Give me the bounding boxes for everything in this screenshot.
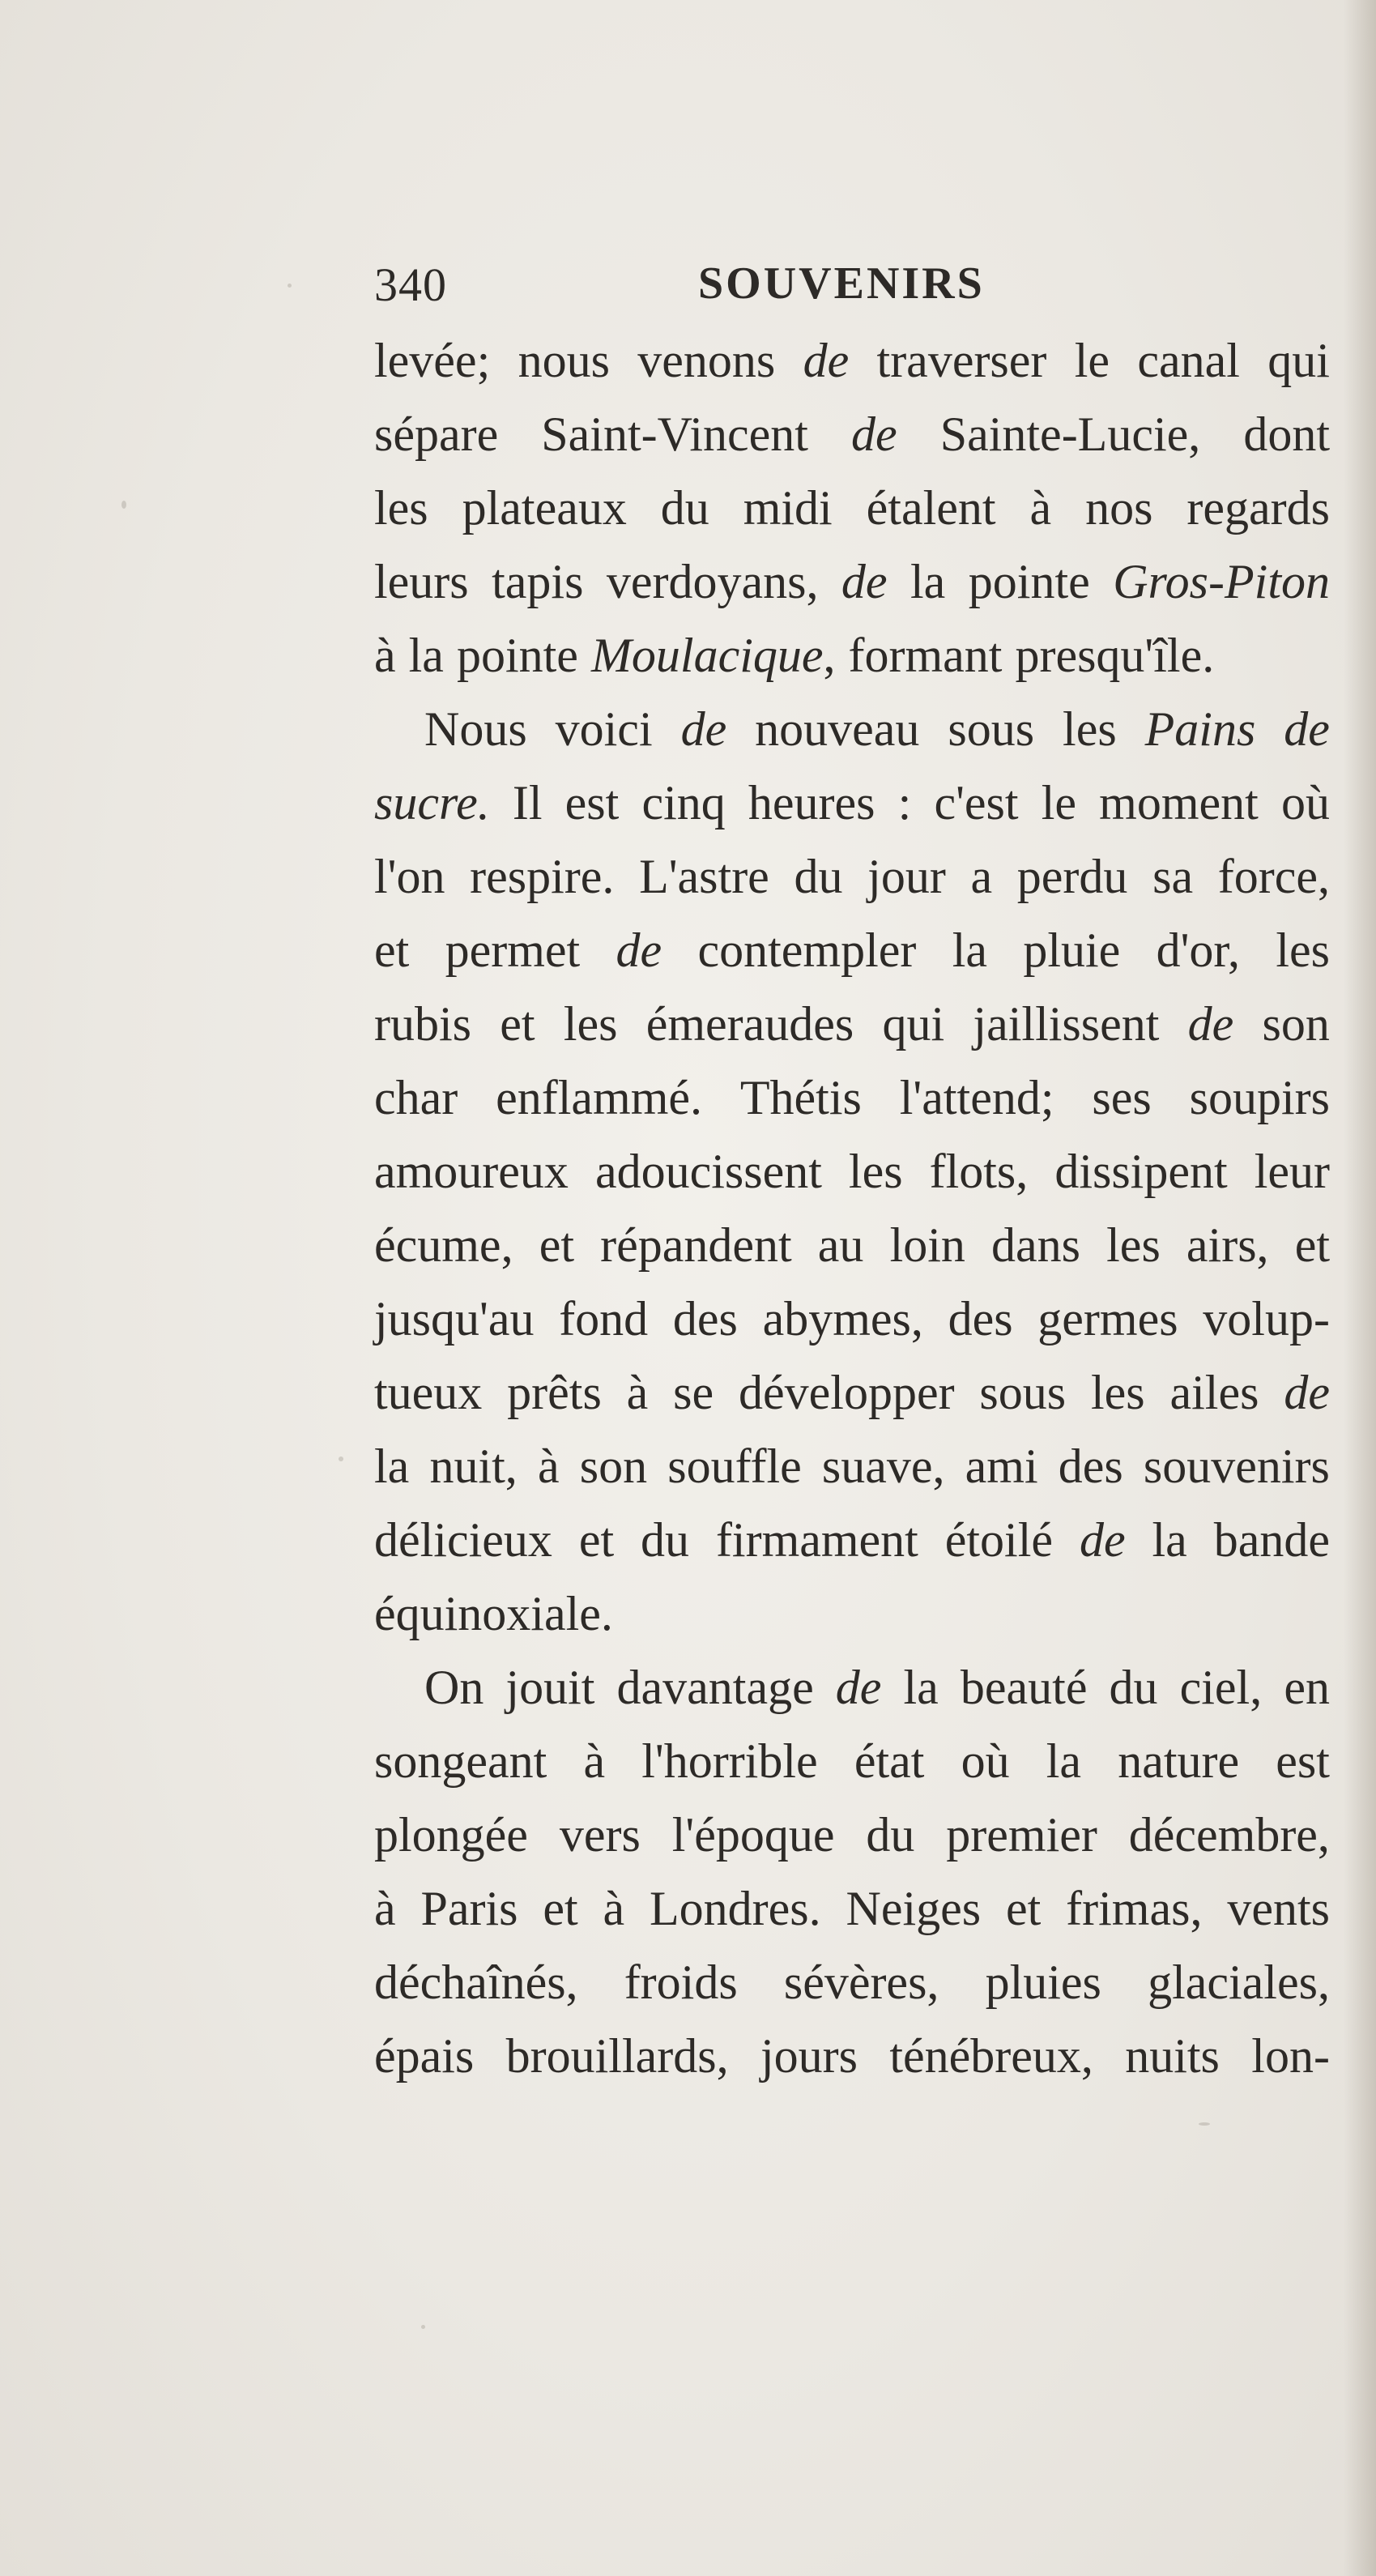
word: les [563, 997, 618, 1051]
word: du [794, 850, 843, 903]
word: émeraudes [645, 997, 854, 1051]
word: et [578, 1513, 615, 1567]
word: répandent [600, 1218, 792, 1272]
text-line [374, 840, 1330, 914]
word: son [579, 1439, 648, 1493]
text-line [374, 1209, 1330, 1282]
word: dans [991, 1218, 1081, 1272]
word: volup- [1203, 1292, 1330, 1346]
word: Gros-Piton [1113, 555, 1330, 608]
word: à [603, 1882, 625, 1935]
word: rubis [374, 997, 471, 1051]
word: étalent [866, 481, 996, 535]
word: sévères, [783, 1955, 939, 2009]
word: soupirs [1189, 1071, 1330, 1124]
word: est [564, 776, 620, 830]
word: nouveau [755, 702, 920, 756]
word: vers [559, 1808, 641, 1862]
word: de [851, 407, 897, 461]
word: prêts [507, 1366, 602, 1419]
word: suave, [821, 1439, 945, 1493]
text-line [374, 1946, 1330, 2019]
word: des [672, 1292, 738, 1346]
word: Thétis [739, 1071, 862, 1124]
word: On [424, 1661, 484, 1714]
word: de [1284, 702, 1330, 756]
word: de [1284, 1366, 1330, 1419]
word: de [1187, 997, 1234, 1051]
word: la [408, 629, 444, 682]
word: à [374, 629, 396, 682]
word: contempler [697, 923, 917, 977]
word: la [1152, 1513, 1187, 1567]
word: jaillissent [973, 997, 1160, 1051]
text-line [374, 693, 1330, 766]
word: décembre, [1128, 1808, 1330, 1862]
word: les [1106, 1218, 1161, 1272]
word: Pains [1144, 702, 1256, 756]
word: en [1284, 1661, 1330, 1714]
word: les [1063, 702, 1117, 756]
word: sépare [374, 407, 499, 461]
word: ailes [1169, 1366, 1259, 1419]
word: étoilé [944, 1513, 1054, 1567]
word: l'attend; [899, 1071, 1054, 1124]
word: adoucissent [594, 1145, 822, 1198]
word: de [841, 555, 888, 608]
body-text [374, 324, 1330, 2093]
word: où [961, 1734, 1010, 1788]
word: et [539, 1218, 574, 1272]
word: verdoyans, [606, 555, 819, 608]
word: leur [1254, 1145, 1330, 1198]
word: qui [1267, 334, 1330, 387]
word: tapis [492, 555, 584, 608]
word: ciel, [1179, 1661, 1263, 1714]
word: regards [1186, 481, 1330, 535]
word: les [848, 1145, 903, 1198]
word: sous [979, 1366, 1067, 1419]
paper-speck [1199, 2122, 1210, 2126]
word: pluies [985, 1955, 1101, 2009]
word: est [1276, 1734, 1330, 1788]
word: venons [637, 334, 776, 387]
word: la [1046, 1734, 1082, 1788]
word: équinoxiale. [374, 1587, 613, 1640]
word: écume, [374, 1218, 513, 1272]
word: dissipent [1054, 1145, 1228, 1198]
word: nos [1085, 481, 1153, 535]
word: les [374, 481, 428, 535]
word: Il [512, 776, 543, 830]
word: à [583, 1734, 606, 1788]
word: à [626, 1366, 649, 1419]
page-edge-shadow [1344, 0, 1376, 2576]
word: Saint-Vincent [541, 407, 808, 461]
word: développer [739, 1366, 955, 1419]
word: de [803, 334, 850, 387]
word: souvenirs [1143, 1439, 1330, 1493]
text-line [374, 545, 1330, 619]
word: glaciales, [1148, 1955, 1330, 2009]
word: du [660, 481, 709, 535]
word: force, [1217, 850, 1330, 903]
text-line [374, 1061, 1330, 1135]
word: ses [1092, 1071, 1152, 1124]
word: char [374, 1071, 458, 1124]
text-line [374, 471, 1330, 545]
text-line [374, 1798, 1330, 1872]
text-line [374, 1577, 1330, 1651]
word: l'époque [671, 1808, 835, 1862]
word: germes [1037, 1292, 1178, 1346]
word: nous [518, 334, 610, 387]
text-line [374, 1282, 1330, 1356]
word: loin [889, 1218, 965, 1272]
word: jusqu'au [374, 1292, 535, 1346]
text-line [374, 1356, 1330, 1430]
word: la [903, 1661, 939, 1714]
text-line [374, 1651, 1330, 1725]
word: cinq [641, 776, 726, 830]
text-line [374, 1503, 1330, 1577]
word: froids [624, 1955, 738, 2009]
word: les [1090, 1366, 1145, 1419]
paper-speck [121, 501, 126, 509]
word: du [1109, 1661, 1158, 1714]
word: ténébreux, [889, 2029, 1093, 2083]
word: Londres. [650, 1882, 821, 1935]
word: de [835, 1661, 882, 1714]
word: permet [445, 923, 581, 977]
word: pluie [1023, 923, 1121, 977]
word: de [1079, 1513, 1126, 1567]
word: enflammé. [496, 1071, 703, 1124]
word: beauté [960, 1661, 1088, 1714]
word: frimas, [1066, 1882, 1203, 1935]
word: firmament [715, 1513, 918, 1567]
word: et [1006, 1882, 1042, 1935]
word: la [374, 1439, 410, 1493]
word: à [537, 1439, 560, 1493]
word: midi [743, 481, 833, 535]
word: vents [1227, 1882, 1330, 1935]
word: Neiges [846, 1882, 982, 1935]
word: jours [760, 2029, 858, 2083]
word: pointe [968, 555, 1090, 608]
word: Paris [420, 1882, 518, 1935]
word: d'or, [1156, 923, 1240, 977]
word: davantage [616, 1661, 814, 1714]
text-line [374, 766, 1330, 840]
word: le [1041, 776, 1077, 830]
word: et [1294, 1218, 1330, 1272]
paper-speck [339, 1456, 343, 1461]
word: au [817, 1218, 864, 1272]
word: presqu'île. [1015, 629, 1215, 682]
word: heures [748, 776, 875, 830]
word: dont [1243, 407, 1330, 461]
text-line [374, 1135, 1330, 1209]
word: de [616, 923, 662, 977]
word: du [866, 1808, 915, 1862]
text-line [374, 1872, 1330, 1946]
word: Sainte-Lucie, [939, 407, 1201, 461]
word: perdu [1016, 850, 1128, 903]
text-line [374, 914, 1330, 987]
word: fond [559, 1292, 649, 1346]
word: sa [1152, 850, 1194, 903]
word: abymes, [762, 1292, 923, 1346]
word: canal [1137, 334, 1240, 387]
word: état [854, 1734, 925, 1788]
word: traverser [876, 334, 1047, 387]
word: qui [882, 997, 945, 1051]
word: pointe [456, 629, 578, 682]
word: l'horrible [641, 1734, 818, 1788]
word: levée; [374, 334, 491, 387]
word: à [1029, 481, 1052, 535]
word: des [1058, 1439, 1123, 1493]
word: épais [374, 2029, 475, 2083]
word: le [1074, 334, 1110, 387]
page-header [374, 258, 1376, 322]
word: songeant [374, 1734, 547, 1788]
text-line [374, 619, 1330, 693]
word: jouit [505, 1661, 595, 1714]
word: amoureux [374, 1145, 569, 1198]
word: respire. [470, 850, 615, 903]
word: de [680, 702, 727, 756]
word: bande [1213, 1513, 1330, 1567]
text-line [374, 1430, 1330, 1503]
word: premier [946, 1808, 1097, 1862]
word: sous [948, 702, 1035, 756]
word: moment [1099, 776, 1259, 830]
word: son [1262, 997, 1330, 1051]
word: souffle [667, 1439, 802, 1493]
text-line [374, 398, 1330, 471]
word: du [641, 1513, 690, 1567]
text-line [374, 1725, 1330, 1798]
word: : [897, 776, 912, 830]
word: plongée [374, 1808, 528, 1862]
word: flots, [929, 1145, 1029, 1198]
word: et [500, 997, 535, 1051]
word: les [1276, 923, 1330, 977]
word: airs, [1186, 1218, 1269, 1272]
word: à [374, 1882, 396, 1935]
word: nuit, [429, 1439, 518, 1493]
word: jour [867, 850, 946, 903]
word: et [543, 1882, 578, 1935]
page-number: 340 [374, 258, 447, 311]
running-head: SOUVENIRS [698, 258, 985, 309]
paper-speck [421, 2325, 425, 2329]
word: l'on [374, 850, 445, 903]
word: ami [965, 1439, 1038, 1493]
word: nature [1118, 1734, 1240, 1788]
word: sucre. [374, 776, 490, 830]
word: des [948, 1292, 1013, 1346]
word: L'astre [639, 850, 769, 903]
word: la [952, 923, 987, 977]
word: la [910, 555, 946, 608]
word: délicieux [374, 1513, 552, 1567]
text-line [374, 2019, 1330, 2093]
word: leurs [374, 555, 469, 608]
word: brouillards, [505, 2029, 729, 2083]
word: déchaînés, [374, 1955, 578, 2009]
word: Nous [424, 702, 527, 756]
word: lon- [1251, 2029, 1330, 2083]
word: voici [555, 702, 653, 756]
word: Moulacique, [590, 629, 836, 682]
text-line [374, 324, 1330, 398]
word: et [374, 923, 410, 977]
word: a [970, 850, 993, 903]
word: tueux [374, 1366, 483, 1419]
word: plateaux [462, 481, 627, 535]
word: c'est [934, 776, 1019, 830]
word: nuits [1125, 2029, 1220, 2083]
word: se [673, 1366, 714, 1419]
paper-speck [288, 284, 292, 288]
text-line [374, 987, 1330, 1061]
word: où [1280, 776, 1330, 830]
word: formant [848, 629, 1003, 682]
